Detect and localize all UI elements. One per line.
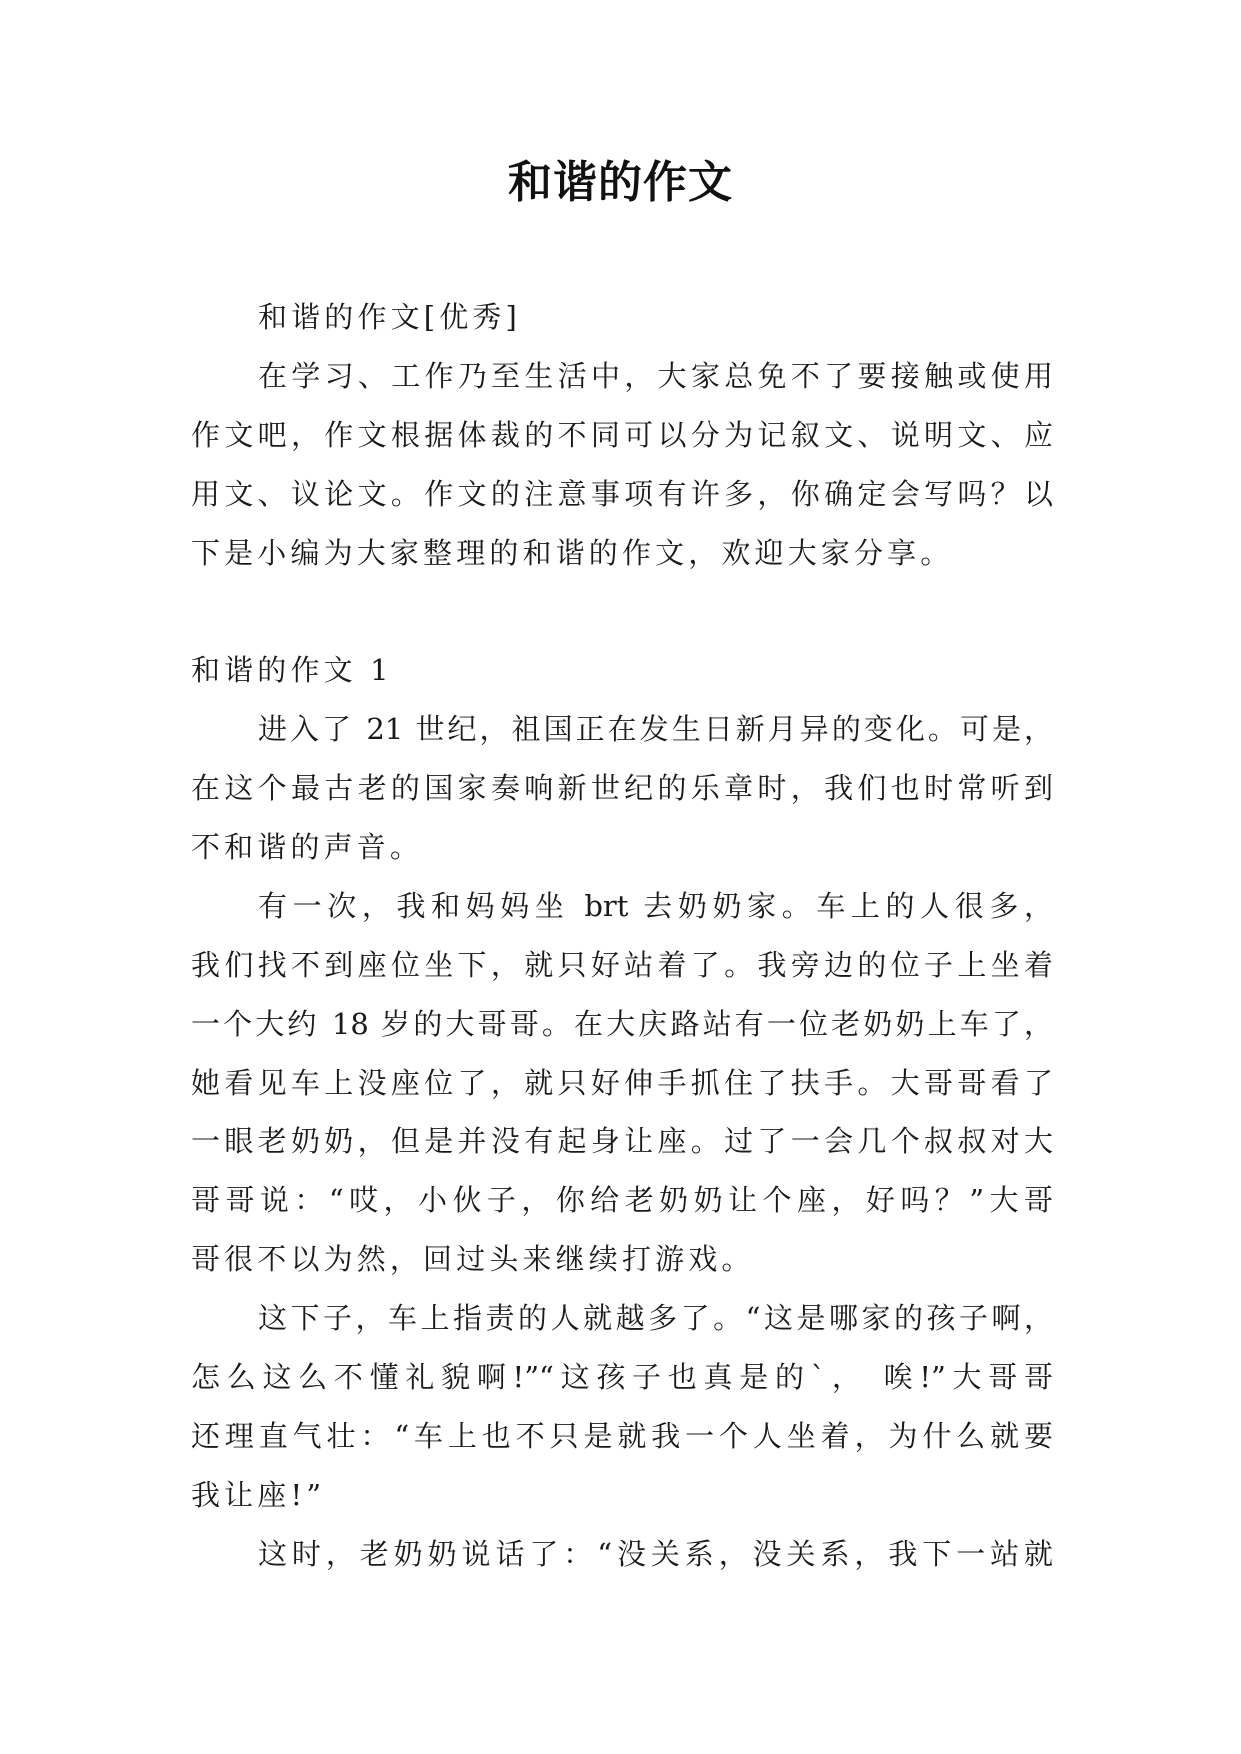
paragraph-line: 这时，老奶奶说话了：“没关系，没关系，我下一站就 bbox=[258, 1536, 1053, 1571]
paragraph-line: 下是小编为大家整理的和谐的作文，欢迎大家分享。 bbox=[191, 535, 954, 570]
paragraph-line: 怎么这么不懂礼貌啊!”“这孩子也真是的`， 唉!”大哥哥 bbox=[191, 1360, 1053, 1395]
paragraph-line: 有一次，我和妈妈坐 brt 去奶奶家。车上的人很多， bbox=[258, 888, 1053, 923]
paragraph-line: 在学习、工作乃至生活中，大家总免不了要接触或使用 bbox=[258, 358, 1053, 393]
paragraph-gap bbox=[191, 582, 1053, 641]
document-body bbox=[191, 288, 1053, 1584]
document-title: 和谐的作文 bbox=[508, 157, 733, 208]
paragraph-line: 我们找不到座位坐下，就只好站着了。我旁边的位子上坐着 bbox=[191, 947, 1053, 982]
paragraph-line: 用文、议论文。作文的注意事项有许多，你确定会写吗？以 bbox=[191, 476, 1053, 511]
section-heading: 和谐的作文 1 bbox=[191, 653, 393, 688]
paragraph-line: 哥哥说：“哎，小伙子，你给老奶奶让个座，好吗？”大哥 bbox=[191, 1183, 1053, 1218]
paragraph-line: 还理直气壮：“车上也不只是就我一个人坐着，为什么就要 bbox=[191, 1418, 1053, 1453]
paragraph-line: 一个大约 18 岁的大哥哥。在大庆路站有一位老奶奶上车了， bbox=[191, 1006, 1053, 1041]
paragraph-line: 作文吧，作文根据体裁的不同可以分为记叙文、说明文、应 bbox=[191, 417, 1053, 452]
paragraph-line: 我让座!” bbox=[191, 1477, 326, 1512]
paragraph-line: 一眼老奶奶，但是并没有起身让座。过了一会几个叔叔对大 bbox=[191, 1124, 1053, 1159]
paragraph-line: 她看见车上没座位了，就只好伸手抓住了扶手。大哥哥看了 bbox=[191, 1065, 1053, 1100]
paragraph-line: 进入了 21 世纪，祖国正在发生日新月异的变化。可是， bbox=[258, 712, 1053, 747]
paragraph-line: 这下子，车上指责的人就越多了。“这是哪家的孩子啊， bbox=[258, 1301, 1053, 1336]
paragraph-line: 哥很不以为然，回过头来继续打游戏。 bbox=[191, 1242, 755, 1277]
paragraph-line: 在这个最古老的国家奏响新世纪的乐章时，我们也时常听到 bbox=[191, 771, 1053, 806]
document-subtitle: 和谐的作文[优秀] bbox=[258, 300, 521, 334]
paragraph-line: 不和谐的声音。 bbox=[191, 830, 424, 865]
